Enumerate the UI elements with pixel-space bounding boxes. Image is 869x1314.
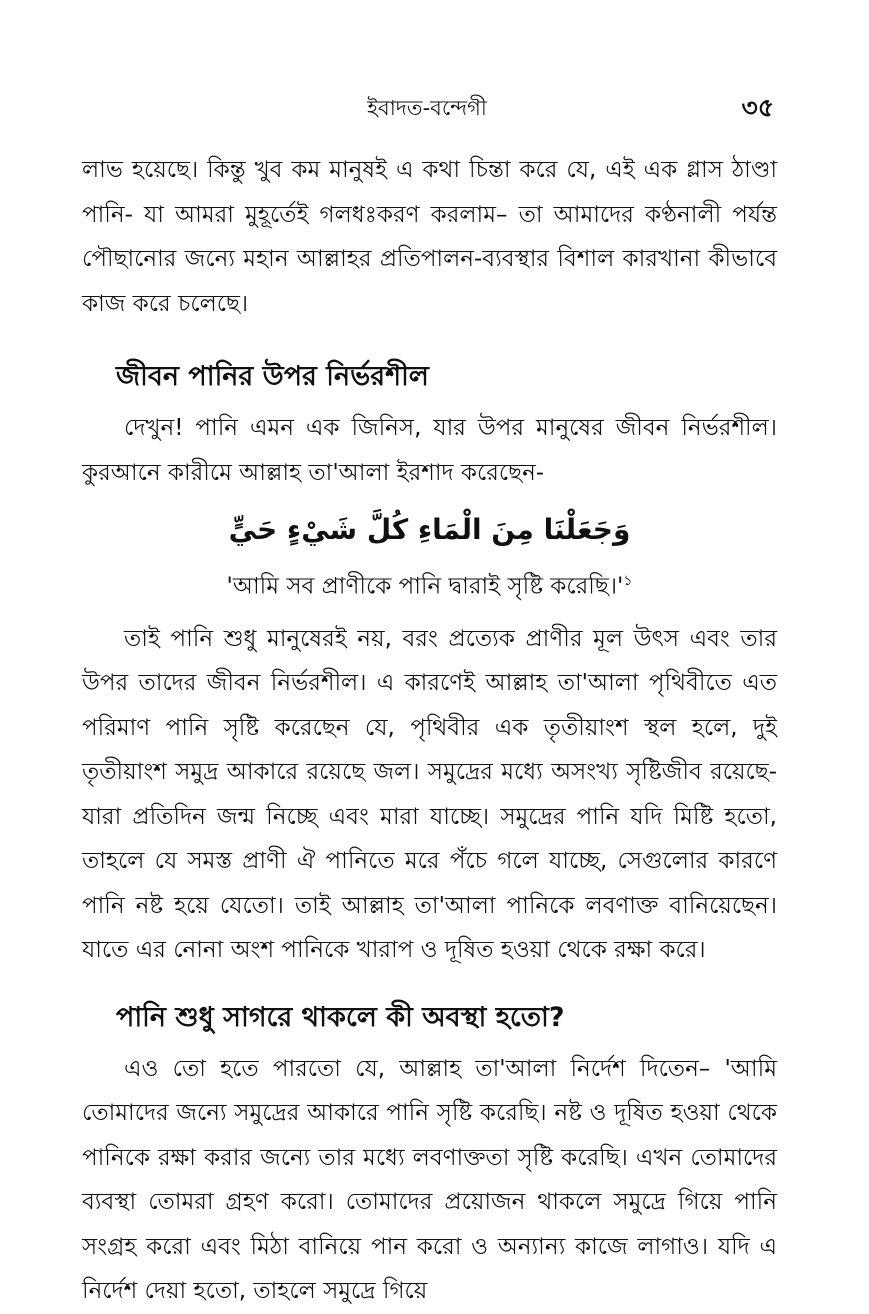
running-title: ইবাদত-বন্দেগী (367, 96, 487, 120)
arabic-verse: وَجَعَلْنَا مِنَ الْمَاءِ كُلَّ شَيْءٍ حَيٍّ (228, 513, 631, 546)
section-heading-water-only-in-sea: পানি শুধু সাগরে থাকলে কী অবস্থা হতো? (116, 1001, 565, 1033)
paragraph-sea-water: তাই পানি শুধু মানুষেরই নয়, বরং প্রত্যেক প্রাণীর মূল উৎস এবং তার উপর তাদের জীবন নির্ভরশীল। এ কারণেই আল্লাহ তা'আলা পৃথিবীতে এত পরিমাণ পানি সৃষ্টি করেছেন যে, পৃথিবীর এক তৃতীয়াংশ স্থল হলে, দুই তৃতীয়াংশ সমুদ্র আকারে রয়েছে জল। সমুদ্রের মধ্যে অসংখ্য সৃষ্টিজীব রয়েছে- যারা প্রতিদিন জন্ম নিচ্ছে এবং মারা যাচ্ছে। সমুদ্রের পানি যদি মিষ্টি হতো, তাহলে যে সমস্ত প্রাণী ঐ পানিতে মরে পঁচে গলে যাচ্ছে, সেগুলোর কারণে পানি নষ্ট হয়ে যেতো। তাই আল্লাহ তা'আলা পানিকে লবণাক্ত বানিয়েছেন। যাতে এর নোনা অংশ পানিকে খারাপ ও দূষিত হওয়া থেকে রক্ষা করে। (82, 625, 777, 964)
paragraph-hypothetical: এও তো হতে পারতো যে, আল্লাহ তা'আলা নির্দেশ দিতেন– 'আমি তোমাদের জন্যে সমুদ্রের আকারে পানি সৃষ্টি করেছি। নষ্ট ও দূষিত হওয়া থেকে পানিকে রক্ষা করার জন্যে তার মধ্যে লবণাক্ততা সৃষ্টি করেছি। এখন তোমাদের ব্যবস্থা তোমরা গ্রহণ করো। তোমাদের প্রয়োজন থাকলে সমুদ্রে গিয়ে পানি সংগ্রহ করো এবং মিঠা বানিয়ে পান করো ও অন্যান্য কাজে লাগাও। যদি এ নির্দেশ দেয়া হতো, তাহলে সমুদ্রে গিয়ে (82, 1055, 777, 1305)
verse-translation-text: 'আমি সব প্রাণীকে পানি দ্বারাই সৃষ্টি করেছি।' (226, 573, 624, 600)
page-header (80, 88, 774, 128)
page-body (82, 148, 777, 1314)
footnote-marker: ১ (623, 573, 633, 589)
verse-translation (82, 559, 777, 609)
section-heading-life-depends-on-water: জীবন পানির উপর নির্ভরশীল (116, 361, 429, 392)
paragraph-continuation: লাভ হয়েছে। কিন্তু খুব কম মানুষই এ কথা চিন্তা করে যে, এই এক গ্লাস ঠাণ্ডা পানি- যা আমরা মুহূর্তেই গলধঃকরণ করলাম– তা আমাদের কণ্ঠনালী পর্যন্ত পৌছানোর জন্যে মহান আল্লাহর প্রতিপালন-ব্যবস্থার বিশাল কারখানা কীভাবে কাজ করে চলেছে। (82, 157, 777, 317)
paragraph-intro-verse: দেখুন! পানি এমন এক জিনিস, যার উপর মানুষের জীবন নির্ভরশীল। কুরআনে কারীমে আল্লাহ তা'আলা ইরশাদ করেছেন- (82, 415, 777, 486)
page-number: ৩৫ (741, 93, 774, 122)
